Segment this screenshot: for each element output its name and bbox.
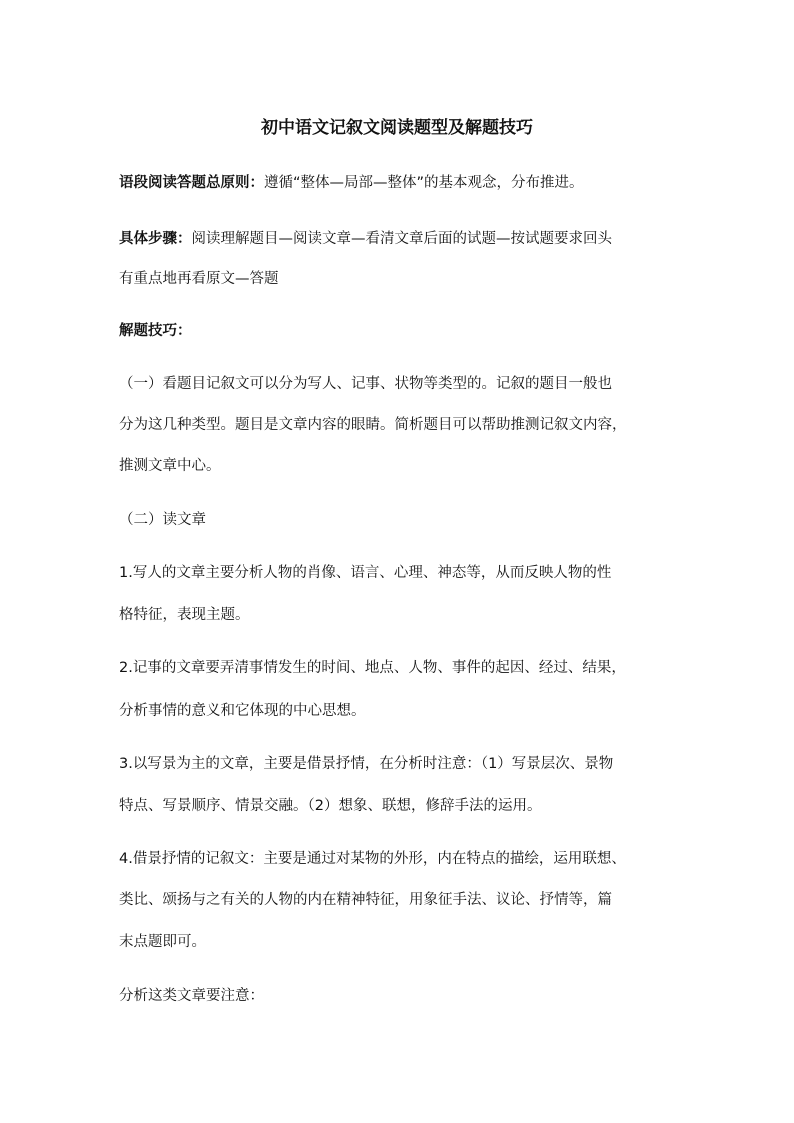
item-2-line-1: 2.记事的文章要弄清事情发生的时间、地点、人物、事件的起因、经过、结果， (119, 660, 626, 676)
steps-text-1: 阅读理解题目—阅读文章—看清文章后面的试题—按试题要求回头 (191, 231, 612, 247)
item-1-line-2: 格特征，表现主题。 (119, 607, 250, 623)
item-1-line-1: 1.写人的文章主要分析人物的肖像、语言、心理、神态等，从而反映人物的性 (119, 565, 612, 581)
paragraph-1-line-3: 推测文章中心。 (119, 458, 221, 474)
principle-text: 遵循“整体—局部—整体”的基本观念，分布推进。 (264, 175, 584, 191)
item-4-line-3: 末点题即可。 (119, 934, 206, 950)
item-4-line-1: 4.借景抒情的记叙文：主要是通过对某物的外形，内在特点的描绘，运用联想、 (119, 851, 626, 867)
steps-line-1 (119, 228, 612, 250)
paragraph-2-heading: （二）读文章 (119, 512, 206, 528)
analysis-note: 分析这类文章要注意： (119, 988, 264, 1004)
principle-line (119, 172, 584, 194)
principle-label: 语段阅读答题总原则： (119, 175, 264, 191)
paragraph-1-line-2: 分为这几种类型。题目是文章内容的眼睛。简析题目可以帮助推测记叙文内容， (119, 417, 627, 433)
item-2-line-2: 分析事情的意义和它体现的中心思想。 (119, 703, 366, 719)
techniques-heading: 解题技巧： (119, 323, 192, 339)
item-3-line-2: 特点、写景顺序、情景交融。（2）想象、联想，修辞手法的运用。 (119, 798, 542, 814)
document-title: 初中语文记叙文阅读题型及解题技巧 (261, 118, 533, 138)
steps-line-2: 有重点地再看原文—答题 (119, 271, 279, 287)
item-4-line-2: 类比、颂扬与之有关的人物的内在精神特征，用象征手法、议论、抒情等，篇 (119, 892, 612, 908)
paragraph-1-line-1: （一）看题目记叙文可以分为写人、记事、状物等类型的。记叙的题目一般也 (119, 376, 612, 392)
steps-label: 具体步骤： (119, 231, 192, 247)
item-3-line-1: 3.以写景为主的文章，主要是借景抒情，在分析时注意：（1）写景层次、景物 (119, 756, 614, 772)
